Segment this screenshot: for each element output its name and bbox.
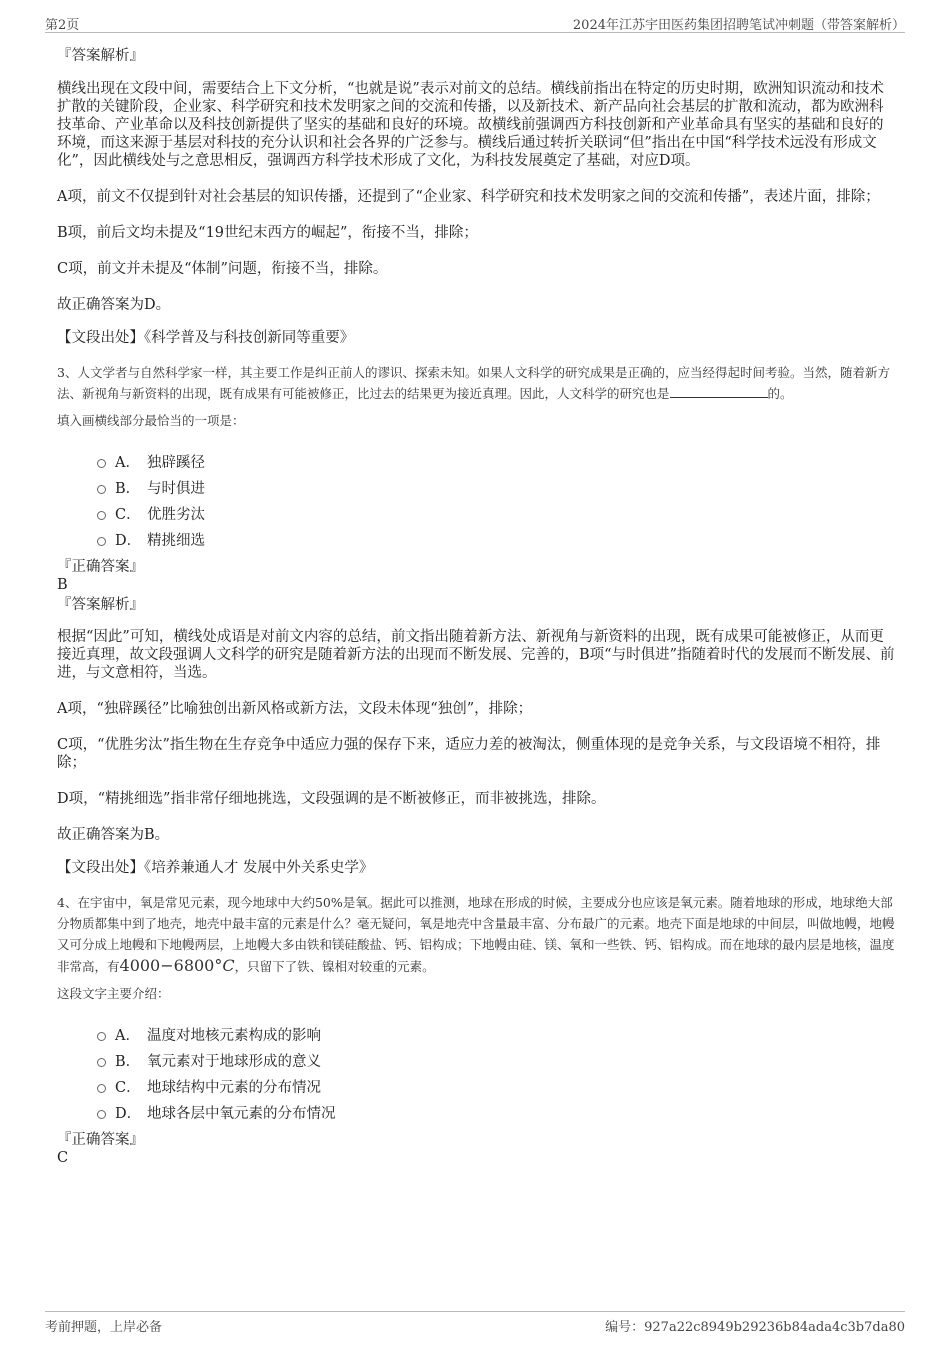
q3-blank: [670, 385, 768, 398]
q3-option-d[interactable]: [97, 526, 895, 552]
page-number: 第2页: [45, 18, 80, 33]
q4-question-text: [57, 892, 895, 977]
option-letter: B．: [115, 1053, 141, 1070]
option-text: 地球各层中氧元素的分布情况: [147, 1105, 336, 1122]
footer-slogan: 考前押题，上岸必备: [45, 1320, 163, 1335]
q2-analysis: 横线出现在文段中间，需要结合上下文分析，“也就是说”表示对前文的总结。横线前指出在特定的历史时期，欧洲知识流动和技术扩散的关键阶段，企业家、科学研究和技术发明家之间的交流和传播，以及新技术、新产品向社会基层的扩散和流动，都为欧洲科技革命、产业革命以及科技创新提供了坚实的基础和良好的环境。故横线前强调西方科技创新和产业革命具有坚实的基础和良好的环境，而这来源于基层对科技的充分认识和社会各界的广泛参与。横线后通过转折关联词“但”指出在中国“科学技术远没有形成文化”，因此横线处与之意思相反，强调西方科学技术形成了文化，为科技发展奠定了基础，对应D项。: [57, 81, 884, 169]
option-text: 氧元素对于地球形成的意义: [147, 1053, 321, 1070]
option-letter: C．: [115, 1079, 141, 1096]
q3-analysis-label: 『答案解析』: [57, 597, 144, 613]
q3-conclusion: 故正确答案为B。: [57, 827, 170, 843]
page-footer: [45, 1311, 905, 1335]
q2-conclusion: 故正确答案为D。: [57, 297, 171, 313]
q4-temp-range: 4000−6800°: [119, 956, 223, 975]
option-text: 精挑细选: [147, 532, 205, 549]
q3-option-c-explanation: C项，“优胜劣汰”指生物在生存竞争中适应力强的保存下来，适应力差的被淘汰，侧重体现的是竞争关系，与文段语境不相符，排除；: [57, 737, 881, 771]
option-letter: A．: [115, 454, 140, 471]
q2-source: 【文段出处】《科学普及与科技创新同等重要》: [57, 330, 355, 346]
page-content: [57, 46, 895, 1167]
option-text: 优胜劣汰: [147, 506, 205, 523]
q3-text-before: 3、人文学者与自然科学家一样，其主要工作是纠正前人的谬识、探索未知。如果人文科学的研究成果是正确的，应当经得起时间考验。当然，随着新方法、新视角与新资料的出现，既有成果有可能被修正，比过去的结果更为接近真理。因此，人文科学的研究也是: [57, 365, 890, 401]
option-text: 地球结构中元素的分布情况: [147, 1079, 321, 1096]
q4-temp-unit: C: [222, 956, 235, 975]
radio-icon[interactable]: [97, 537, 106, 546]
q4-text-before: 4、在宇宙中，氧是常见元素，现今地球中大约50%是氧。据此可以推测，地球在形成的时候，主要成分也应该是氧元素。随着地球的形成，地球绝大部分物质都集中到了地壳，地壳中最丰富的元素是什么？毫无疑问，氧是地壳中含量最丰富、分布最广的元素。地壳下面是地球的中间层，叫做地幔，地幔又可分成上地幔和下地幔两层，上地幔大多由铁和镁硅酸盐、钙、铝构成；下地幔由硅、镁、氧和一些铁、钙、铝构成。而在地球的最内层是地核，温度非常高，有: [57, 895, 895, 974]
radio-icon[interactable]: [97, 1110, 106, 1119]
option-text: 温度对地核元素构成的影响: [147, 1027, 321, 1044]
document-title: 2024年江苏宇田医药集团招聘笔试冲刺题（带答案解析）: [572, 18, 905, 33]
q4-option-a[interactable]: [97, 1021, 895, 1047]
page-header: [45, 14, 905, 33]
option-letter: B．: [115, 480, 141, 497]
option-text: 独辟蹊径: [147, 454, 205, 471]
footer-code-label: 编号：: [605, 1320, 645, 1335]
option-letter: A．: [115, 1027, 140, 1044]
radio-icon[interactable]: [97, 1058, 106, 1067]
radio-icon[interactable]: [97, 511, 106, 520]
q3-option-b[interactable]: [97, 474, 895, 500]
q3-text-after: 的。: [767, 386, 793, 401]
q4-option-d[interactable]: [97, 1099, 895, 1125]
footer-code: [605, 1316, 905, 1335]
q3-option-c[interactable]: [97, 500, 895, 526]
option-letter: D．: [115, 532, 142, 549]
q4-text-after: ，只留下了铁、镍相对较重的元素。: [234, 959, 435, 974]
q2-option-b-explanation: B项，前后文均未提及“19世纪末西方的崛起”，衔接不当，排除；: [57, 225, 478, 241]
q3-prompt: 填入画横线部分最恰当的一项是：: [57, 413, 245, 428]
q4-temperature: [120, 956, 235, 975]
q3-option-a[interactable]: [97, 448, 895, 474]
q2-option-c-explanation: C项，前文并未提及“体制”问题，衔接不当，排除。: [57, 261, 388, 277]
q3-options: [57, 448, 895, 552]
radio-icon[interactable]: [97, 459, 106, 468]
radio-icon[interactable]: [97, 485, 106, 494]
q2-option-a-explanation: A项，前文不仅提到针对社会基层的知识传播，还提到了“企业家、科学研究和技术发明家之间的交流和传播”，表述片面，排除；: [57, 189, 880, 205]
radio-icon[interactable]: [97, 1084, 106, 1093]
q4-option-b[interactable]: [97, 1047, 895, 1073]
q3-source: 【文段出处】《培养兼通人才 发展中外关系史学》: [57, 860, 374, 876]
q4-options: [57, 1021, 895, 1125]
q4-answer: C: [57, 1150, 69, 1166]
q3-option-d-explanation: D项，“精挑细选”指非常仔细地挑选，文段强调的是不断被修正，而非被挑选，排除。: [57, 791, 606, 807]
option-text: 与时俱进: [147, 480, 205, 497]
option-letter: C．: [115, 506, 141, 523]
q2-analysis-label: 『答案解析』: [57, 48, 144, 64]
q4-option-c[interactable]: [97, 1073, 895, 1099]
q3-option-a-explanation: A项，“独辟蹊径”比喻独创出新风格或新方法，文段未体现“独创”，排除；: [57, 701, 533, 717]
q4-prompt: 这段文字主要介绍：: [57, 986, 170, 1001]
radio-icon[interactable]: [97, 1032, 106, 1041]
q3-question-text: [57, 362, 895, 404]
q3-answer: B: [57, 577, 68, 593]
footer-code-value: 927a22c8949b29236b84ada4c3b7da80: [644, 1320, 905, 1335]
q3-analysis: 根据“因此”可知，横线处成语是对前文内容的总结，前文指出随着新方法、新视角与新资料的出现，既有成果可能被修正，从而更接近真理，故文段强调人文科学的研究是随着新方法的出现而不断发展、完善的，B项“与时俱进”指随着时代的发展而不断发展、前进，与文意相符，当选。: [57, 629, 895, 681]
q3-answer-label: 『正确答案』: [57, 559, 144, 575]
q4-answer-label: 『正确答案』: [57, 1132, 144, 1148]
option-letter: D．: [115, 1105, 142, 1122]
